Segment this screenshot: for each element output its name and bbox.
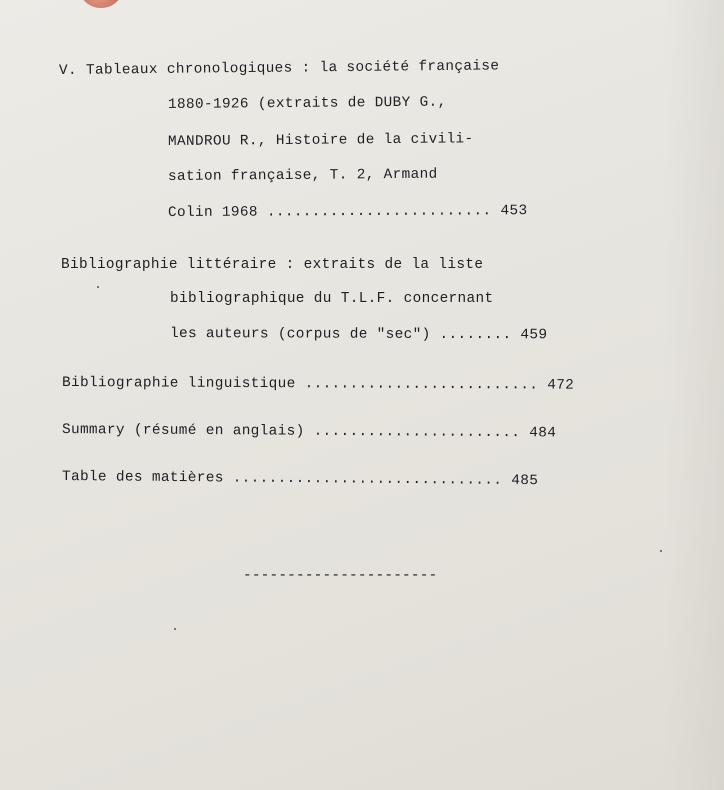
toc-entry-v-line-3: MANDROU R., Histoire de la civili- bbox=[167, 131, 474, 150]
toc-entry-v-line-1: V. Tableaux chronologiques : la société française bbox=[58, 58, 500, 79]
speck bbox=[97, 286, 99, 288]
finger-tip bbox=[78, 0, 124, 8]
toc-entry-table-des-matieres: Table des matières .............................. 485 bbox=[61, 469, 539, 490]
toc-entry-biblio-litt-line-2: bibliographique du T.L.F. concernant bbox=[170, 291, 494, 307]
end-rule: ---------------------- bbox=[243, 568, 438, 584]
speck bbox=[174, 628, 176, 630]
toc-entry-biblio-litt-line-3: les auteurs (corpus de "sec") ........ 459 bbox=[169, 326, 548, 344]
toc-entry-v-line-4: sation française, T. 2, Armand bbox=[167, 166, 438, 185]
toc-entry-v-line-5: Colin 1968 ......................... 453 bbox=[167, 203, 528, 221]
toc-entry-v-line-2: 1880-1926 (extraits de DUBY G., bbox=[167, 94, 447, 113]
toc-entry-biblio-ling: Bibliographie linguistique .......................... 472 bbox=[61, 375, 575, 394]
toc-entry-summary: Summary (résumé en anglais) ....................... 484 bbox=[61, 422, 557, 442]
toc-entry-biblio-litt-line-1: Bibliographie littéraire : extraits de la liste bbox=[61, 257, 484, 273]
page-shadow bbox=[664, 0, 724, 790]
speck bbox=[660, 550, 662, 552]
